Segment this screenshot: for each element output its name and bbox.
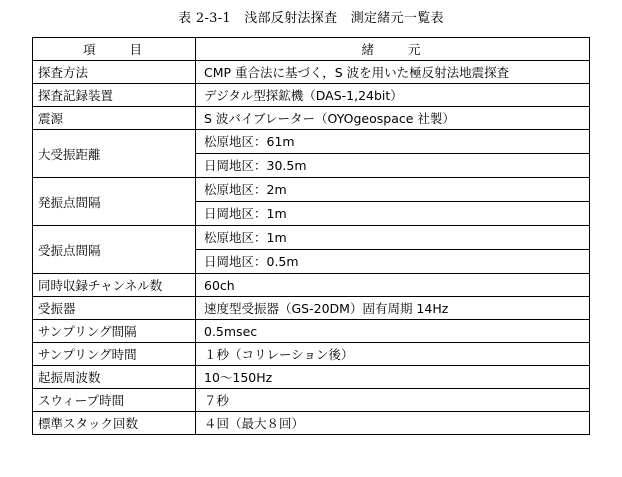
row-value: 日岡地区：0.5m [196, 249, 589, 273]
row-value: １秒（コリレーション後） [196, 343, 590, 366]
row-label: 探査記録装置 [33, 84, 196, 107]
row-label: 震源 [33, 107, 196, 130]
row-value: 10～150Hz [196, 366, 590, 389]
row-value: 松原地区：1m [204, 230, 287, 245]
table-row [33, 226, 590, 274]
row-value-group [196, 130, 590, 178]
row-value: 松原地区：2m [204, 182, 287, 197]
row-value: ４回（最大８回） [196, 412, 590, 435]
row-label: 受振点間隔 [33, 226, 196, 274]
row-label: 同時収録チャンネル数 [33, 274, 196, 297]
row-value: デジタル型探鉱機（DAS-1,24bit） [196, 84, 590, 107]
table-row [33, 274, 590, 297]
table-row [33, 389, 590, 412]
row-label: スウィープ時間 [33, 389, 196, 412]
table-row [33, 412, 590, 435]
table-title: 表 2-3-1 浅部反射法探査 測定緒元一覧表 [178, 11, 444, 26]
row-label: 探査方法 [33, 61, 196, 84]
row-label: 発振点間隔 [33, 178, 196, 226]
row-value: 日岡地区：1m [196, 201, 589, 225]
row-label: 標準スタック回数 [33, 412, 196, 435]
table-row [33, 84, 590, 107]
header-item: 項 目 [33, 38, 196, 61]
row-label: サンプリング時間 [33, 343, 196, 366]
row-value: 日岡地区：30.5m [196, 153, 589, 177]
row-value: 60ch [196, 274, 590, 297]
table-row [33, 61, 590, 84]
row-value-group [196, 178, 590, 226]
table-row [33, 107, 590, 130]
table-row [33, 297, 590, 320]
header-row [33, 38, 590, 61]
row-value: S 波バイブレーター（OYOgeospace 社製） [196, 107, 590, 130]
row-value: 0.5msec [196, 320, 590, 343]
row-value: 松原地区：61m [204, 134, 295, 149]
table-row [33, 130, 590, 178]
row-label: サンプリング間隔 [33, 320, 196, 343]
row-label: 大受振距離 [33, 130, 196, 178]
table-row [33, 178, 590, 226]
specs-table [32, 37, 590, 435]
table-row [33, 343, 590, 366]
table-row [33, 366, 590, 389]
row-value: ７秒 [196, 389, 590, 412]
header-spec: 緒 元 [196, 38, 590, 61]
row-value-group [196, 226, 590, 274]
row-value: 速度型受振器（GS-20DM）固有周期 14Hz [196, 297, 590, 320]
table-row [33, 320, 590, 343]
row-value: CMP 重合法に基づく，S 波を用いた極反射法地震探査 [196, 61, 590, 84]
row-label: 起振周波数 [33, 366, 196, 389]
row-label: 受振器 [33, 297, 196, 320]
